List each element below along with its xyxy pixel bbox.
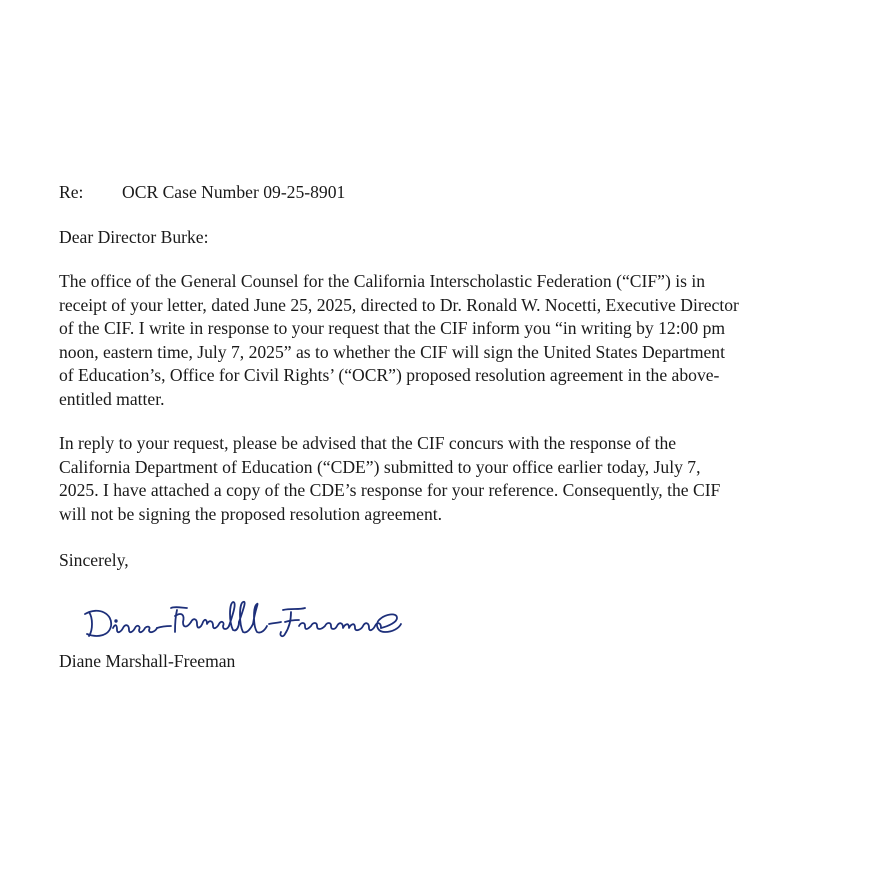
letter-body — [59, 181, 829, 573]
re-subject: OCR Case Number 09-25-8901 — [122, 182, 346, 202]
paragraph-1-line: of Education’s, Office for Civil Rights’ (“OCR”) proposed resolution agreement in the above- — [59, 365, 720, 385]
paragraph-2-line: will not be signing the proposed resolution agreement. — [59, 503, 443, 524]
signature-strokes — [85, 602, 401, 636]
signer-name: Diane Marshall-Freeman — [59, 651, 236, 671]
paragraph-1-line: receipt of your letter, dated June 25, 2025, directed to Dr. Ronald W. Nocetti, Executive Director — [59, 294, 739, 315]
re-label: Re: — [59, 182, 84, 202]
paragraph-2-line: In reply to your request, please be advised that the CIF concurs with the response of the — [59, 433, 677, 453]
closing: Sincerely, — [59, 550, 129, 570]
paragraph-1-line: noon, eastern time, July 7, 2025” as to whether the CIF will sign the United States Department — [59, 341, 725, 362]
signature-image — [79, 592, 409, 652]
paragraph-2-line: California Department of Education (“CDE”) submitted to your office earlier today, July 7, — [59, 456, 701, 477]
salutation: Dear Director Burke: — [59, 226, 209, 247]
re-line — [59, 181, 829, 205]
paragraph-1-line: The office of the General Counsel for the California Interscholastic Federation (“CIF”) is in — [59, 271, 706, 291]
paragraph-1-line: entitled matter. — [59, 388, 165, 409]
paragraph-1-line: of the CIF. I write in response to your request that the CIF inform you “in writing by 12:00 pm — [59, 318, 726, 338]
paragraph-2 — [59, 432, 829, 526]
paragraph-1 — [59, 270, 829, 411]
handwritten-signature — [79, 592, 409, 652]
paragraph-2-line: 2025. I have attached a copy of the CDE’s response for your reference. Consequently, the CIF — [59, 480, 721, 500]
